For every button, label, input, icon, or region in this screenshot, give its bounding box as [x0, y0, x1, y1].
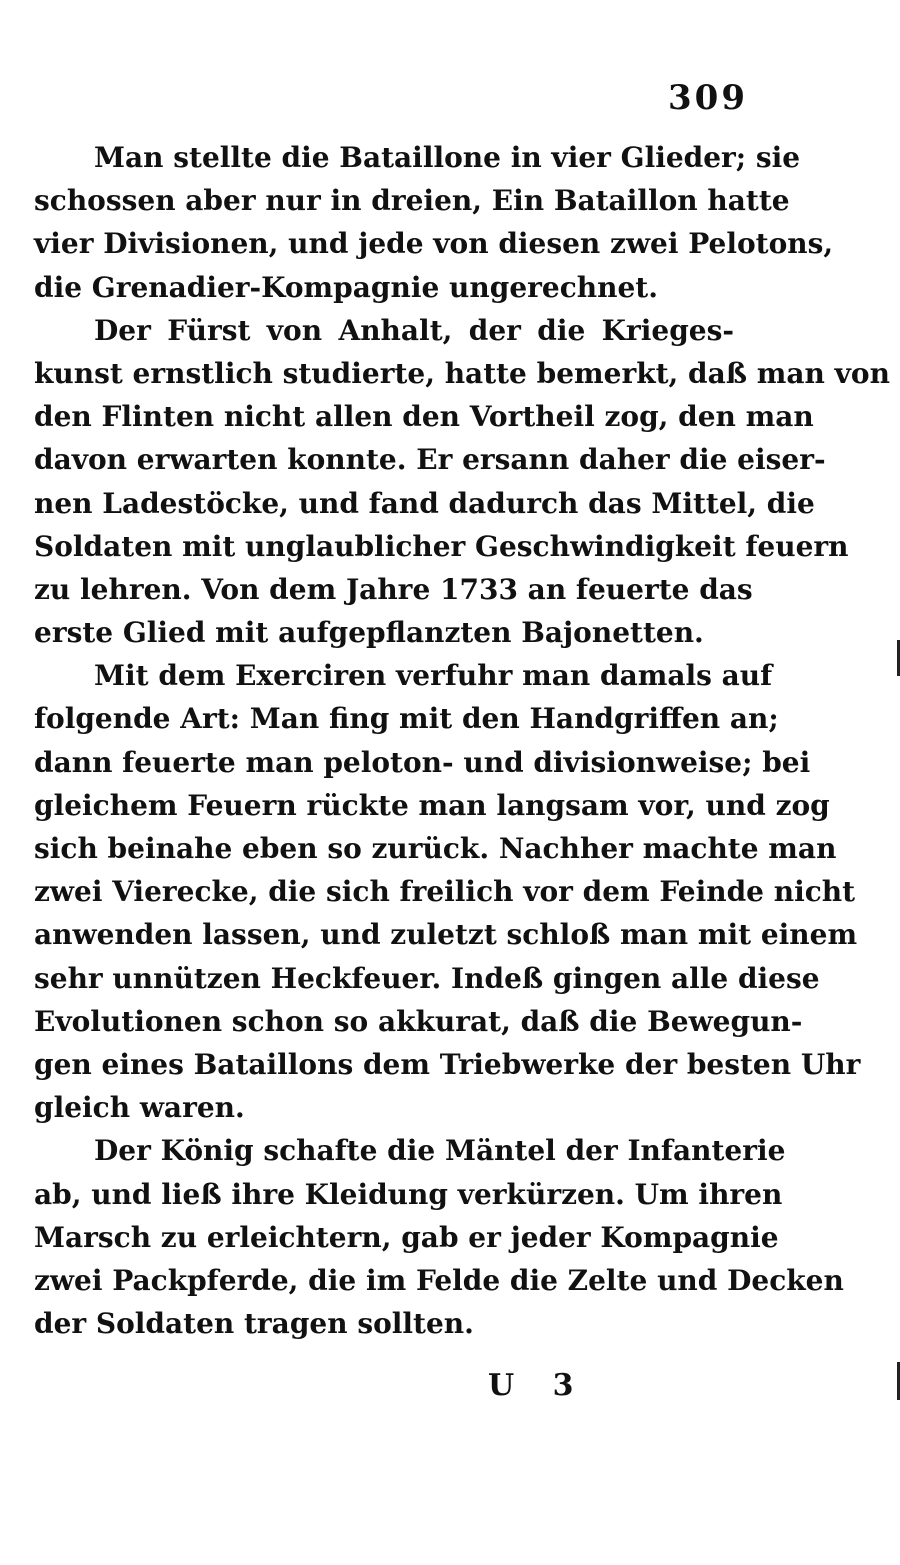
- text-line: zwei Packpferde, die im Felde die Zelte und Decken: [34, 1263, 844, 1297]
- text-line: den Flinten nicht allen den Vortheil zog, den man: [34, 400, 814, 434]
- text-line: Soldaten mit unglaublicher Geschwindigkeit feuern: [34, 529, 849, 563]
- text-line: Evolutionen schon so akkurat, daß die Bewegun-: [34, 1004, 803, 1038]
- text-line: dann feuerte man peloton- und divisionweise; bei: [34, 745, 811, 779]
- text-line: zwei Vierecke, die sich freilich vor dem Feinde nicht: [34, 875, 856, 909]
- text-line: Der Fürst von Anhalt, der die Krieges-: [94, 313, 734, 347]
- text-line: davon erwarten konnte. Er ersann daher die eiser-: [34, 443, 826, 477]
- text-line: Der König schafte die Mäntel der Infanterie: [94, 1134, 786, 1168]
- text-line: der Soldaten tragen sollten.: [34, 1307, 474, 1341]
- text-line: gleichem Feuern rückte man langsam vor, und zog: [34, 788, 830, 822]
- text-line: zu lehren. Von dem Jahre 1733 an feuerte das: [34, 572, 753, 606]
- body-text: [34, 136, 890, 1345]
- text-line: Mit dem Exerciren verfuhr man damals auf: [94, 659, 773, 693]
- text-line: folgende Art: Man fing mit den Handgriffen an;: [34, 702, 779, 736]
- text-line: sich beinahe eben so zurück. Nachher machte man: [34, 832, 837, 865]
- text-line: die Grenadier-Kompagnie ungerechnet.: [34, 270, 658, 304]
- paragraph-2: [34, 309, 890, 655]
- text-line: gen eines Bataillons dem Triebwerke der besten Uhr: [34, 1047, 861, 1081]
- text-line: gleich waren.: [34, 1091, 245, 1125]
- paragraph-3: [34, 654, 861, 1129]
- text-line: erste Glied mit aufgepflanzten Bajonetten.: [34, 616, 704, 650]
- text-line: ab, und ließ ihre Kleidung verkürzen. Um ihren: [34, 1177, 783, 1211]
- page-number: 309: [668, 78, 748, 118]
- text-line: schossen aber nur in dreien, Ein Bataillon hatte: [34, 184, 790, 218]
- text-line: Man stellte die Bataillone in vier Glieder; sie: [94, 141, 801, 174]
- signature-mark: U 3: [488, 1368, 588, 1403]
- paragraph-1: [34, 136, 834, 309]
- text-line: kunst ernstlich studierte, hatte bemerkt, daß man von: [34, 356, 890, 390]
- paragraph-4: [34, 1129, 844, 1345]
- text-line: Marsch zu erleichtern, gab er jeder Kompagnie: [34, 1220, 779, 1254]
- text-line: sehr unnützen Heckfeuer. Indeß gingen alle diese: [34, 961, 820, 995]
- text-line: anwenden lassen, und zuletzt schloß man mit einem: [34, 918, 858, 952]
- text-line: nen Ladestöcke, und fand dadurch das Mittel, die: [34, 486, 815, 520]
- text-line: vier Divisionen, und jede von diesen zwei Pelotons,: [34, 227, 834, 261]
